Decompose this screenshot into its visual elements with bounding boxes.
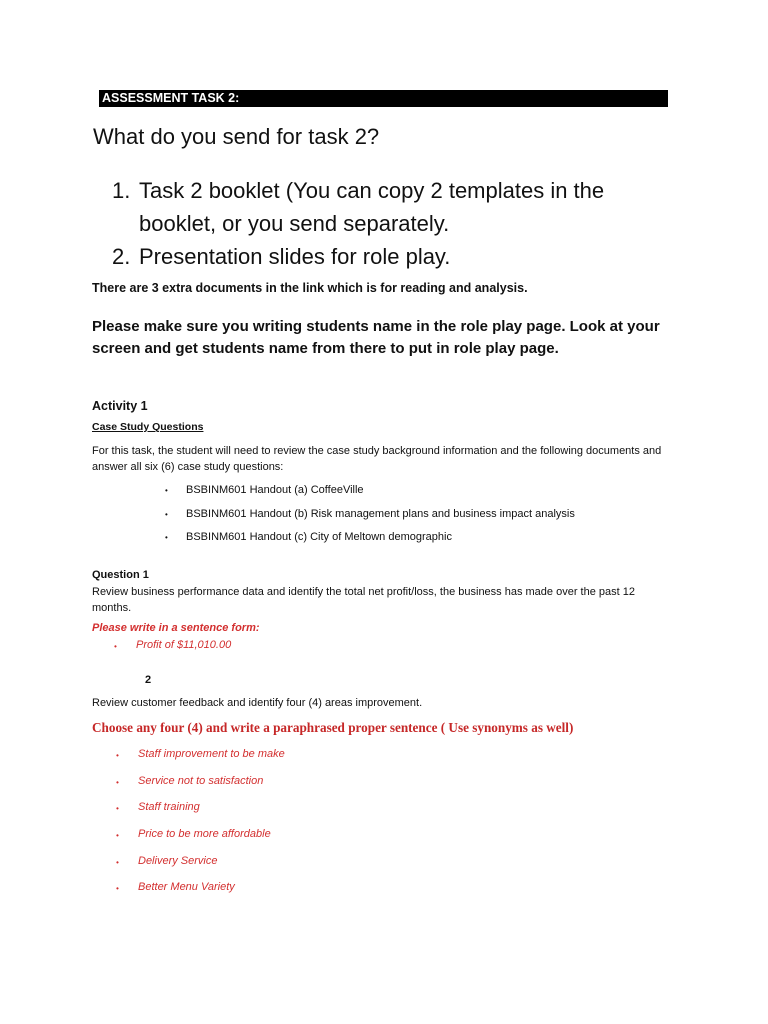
assessment-task-banner: ASSESSMENT TASK 2: (99, 90, 668, 107)
question-1-text: Review business performance data and identify the total net profit/loss, the business has made over the past 12 months. (92, 586, 635, 614)
handout-item-text: BSBINM601 Handout (c) City of Meltown demographic (186, 531, 452, 543)
question-2-label: 2 (145, 674, 152, 686)
answer-text: Price to be more affordable (138, 828, 271, 841)
list-item (116, 748, 285, 775)
handout-list (165, 483, 685, 554)
send-item-text: Presentation slides for role play. (139, 244, 451, 269)
send-items-list (112, 174, 672, 273)
handout-item-text: BSBINM601 Handout (b) Risk management plans and business impact analysis (186, 507, 575, 520)
bullet-icon: • (116, 857, 119, 867)
list-item (165, 483, 685, 507)
bullet-icon: • (165, 509, 168, 519)
send-item-text: Task 2 booklet (You can copy 2 templates in the booklet, or you send separately. (139, 178, 605, 236)
bullet-icon: • (116, 884, 119, 894)
bullet-icon: • (116, 804, 119, 814)
extra-documents-note: There are 3 extra documents in the link which is for reading and analysis. (92, 281, 528, 295)
list-item (165, 530, 685, 554)
list-item (116, 881, 285, 908)
send-item (112, 174, 672, 240)
list-item (116, 828, 285, 855)
bullet-icon: • (114, 642, 117, 651)
answer-text: Service not to satisfaction (138, 774, 264, 787)
answer-text: Staff improvement to be make (138, 748, 285, 760)
handout-item-text: BSBINM601 Handout (a) CoffeeVille (186, 484, 364, 496)
activity-title: Activity 1 (92, 399, 148, 413)
main-question-heading: What do you send for task 2? (93, 124, 380, 149)
question-2-text: Review customer feedback and identify four (4) areas improvement. (92, 697, 423, 709)
send-item-number: 1. (112, 178, 131, 203)
answer-text: Delivery Service (138, 854, 218, 867)
answer-text: Better Menu Variety (138, 881, 235, 894)
question-1-label: Question 1 (92, 569, 149, 581)
case-study-questions-heading: Case Study Questions (92, 421, 204, 433)
bullet-icon: • (116, 831, 119, 841)
list-item (116, 801, 285, 828)
send-item (112, 240, 672, 273)
list-item (116, 775, 285, 802)
answer-text: Staff training (138, 801, 200, 814)
bullet-icon: • (116, 751, 119, 760)
question-1-instruction: Please write in a sentence form: (92, 622, 260, 634)
list-item (116, 855, 285, 882)
role-play-name-note: Please make sure you writing students name in the role play page. Look at your screen and get students name from there to put in role play page. (92, 318, 660, 357)
activity-intro-text: For this task, the student will need to review the case study background information and the following documents and answer all six (6) case study questions: (92, 445, 662, 473)
question-2-instruction: Choose any four (4) and write a paraphrased proper sentence ( Use synonyms as well) (92, 720, 574, 735)
bullet-icon: • (165, 533, 168, 542)
question-2-answers (116, 748, 285, 908)
bullet-icon: • (116, 777, 119, 787)
list-item (165, 507, 685, 531)
question-1-answer (114, 639, 231, 654)
send-item-number: 2. (112, 244, 131, 269)
answer-text: Profit of $11,010.00 (136, 639, 232, 651)
bullet-icon: • (165, 486, 168, 495)
